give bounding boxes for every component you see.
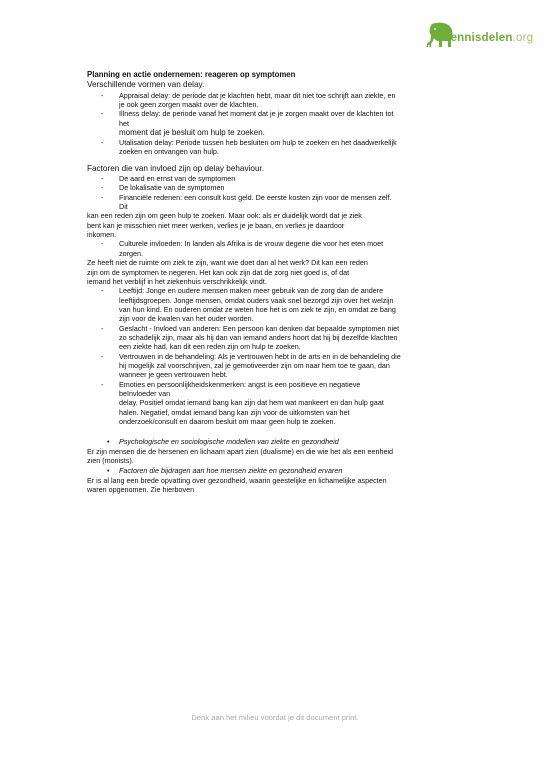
- list-item: - Utalisation delay: Periode tussen heb besluiten om hulp te zoeken en het daadwerkelijk zoeken en ontvangen van hulp.: [101, 137, 397, 157]
- list-item: - Emoties en persoonlijkheidskenmerken: angst is een positieve en negatieve beïnvloeder van delay. Positief omdat iemand bang kan zijn dat hem wat mankeert en dan hulp gaat halen. Negatief, omdat iemand bang kan zijn voor de uitkomsten van het onderzoek/consult en daarom besluit om maar geen hulp te zoeken.: [101, 379, 384, 426]
- bullet-heading-models: • Psychologische en sociologische modellen van ziekte en gezondheid: [107, 437, 339, 447]
- document-title: Planning en actie ondernemen: reageren op symptomen: [87, 70, 296, 79]
- bullet-dot-icon: •: [107, 466, 110, 476]
- list-item: - De aard en ernst van de symptomen: [101, 174, 236, 184]
- list-item: - Illness delay: de periode vanaf het moment dat je je zorgen maakt over de klachten tot het moment dat je besluit om hulp te zoeken.: [101, 109, 394, 137]
- list-item: - Geslacht - Invloed van anderen: Een persoon kan denken dat bepaalde symptomen niet zo schadelijk zijn, maar als hij dan van iemand anders hoort dat hij bij dezelfde klachten een ziekte had, kan dit een reden zijn om hulp te zoeken.: [101, 323, 400, 352]
- delay-factors-list: [87, 174, 499, 426]
- list-item: - Culturele invloeden: In landen als Afrika is de vrouw degene die voor het eten moet zorgen. Ze heeft niet de ruimte om ziek te zijn, want wie doet dan al het werk? Dit kan een reden zijn om de symptomen te negeren. Het kan ook zijn dat de zorg niet goed is, of dat iemand het verblijf in het ziekenhuis verschrikkelijk vindt.: [87, 239, 384, 286]
- logo-text: Kennisdelen.org: [442, 32, 534, 44]
- kennisdelen-logo[interactable]: [418, 20, 533, 50]
- list-item: - Leeftijd: Jonge en oudere mensen maken meer gebruik van de zorg dan de andere leeftijdsgroepen. Jonge mensen, omdat ouders vaak snel bezorgd zijn over het welzijn van hun kind. En ouderen omdat ze weten hoe het is om ziek te zijn, en omdat ze bang zijn voor de kwalen van het ouder worden.: [101, 286, 396, 324]
- list-item: - Appraisal delay: de periode dat je klachten hebt, maar dit niet toe schrijft aan ziekte, en je ook geen zorgen maakt over de klachten.: [101, 90, 396, 109]
- list-item: - Vertrouwen in de behandeling: Als je vertrouwen hebt in de arts en in de behandeling die hij mogelijk zal voorschrijven, zal je gemotiveerder zijn om naar hem toe te gaan, dan wanneer je geen vertrouwen hebt.: [101, 351, 401, 380]
- list-item: - Financiële redenen: een consult kost geld. De eerste kosten zijn voor de mensen zelf. Dit kan een reden zijn om geen hulp te zoeken. Maar ook: als er duidelijk wordt dat je ziek bent kan je misschien niet meer werken, verlies je je baan, en verlies je daardoor inkomen.: [87, 192, 392, 240]
- document-body: [87, 70, 499, 494]
- bullet-dot-icon: •: [107, 437, 110, 447]
- list-item: - De lokalisatie van de symptomen: [101, 183, 225, 193]
- section-heading-delay-types: Verschillende vormen van delay.: [87, 80, 205, 89]
- footer-note: Denk aan het milieu voordat je dit document print.: [191, 713, 359, 722]
- bullet-heading-factors: • Factoren die bijdragen aan hoe mensen ziekte en gezondheid ervaren: [107, 466, 343, 476]
- paragraph-health-view: Er is al lang een brede opvatting over gezondheid, waarin geestelijke en lichamelijke aspecten waren opgenomen. Zie hierboven: [87, 475, 387, 495]
- section-heading-delay-factors: Factoren die van invloed zijn op delay behaviour.: [87, 163, 265, 173]
- paragraph-dualism: Er zijn mensen die de hersenen en lichaam apart zien (dualisme) en die wie het als een eenheid zien (monists).: [87, 446, 394, 466]
- delay-types-list: [87, 91, 499, 157]
